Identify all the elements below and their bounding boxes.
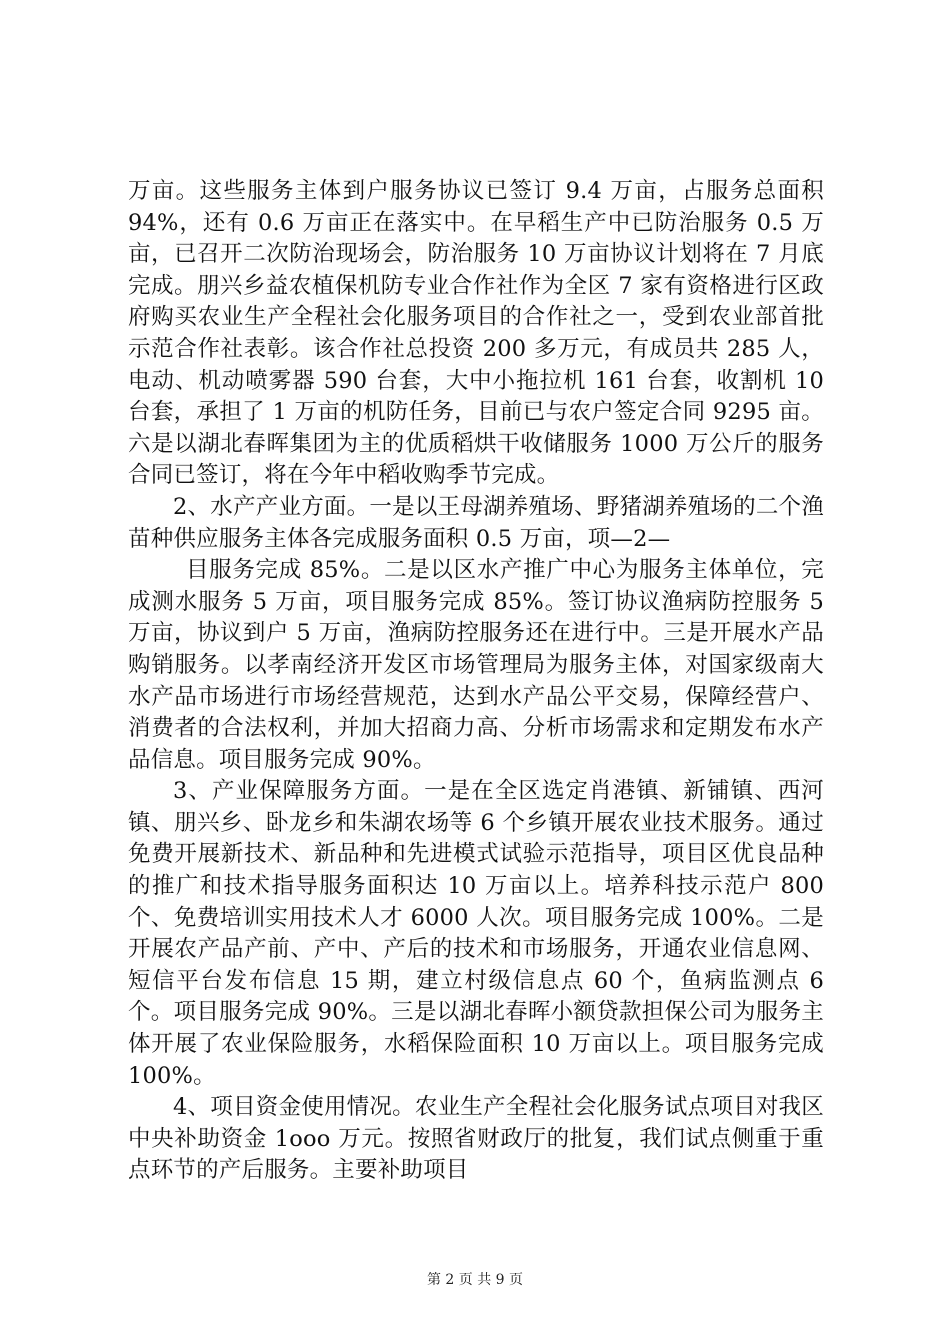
paragraph-aquatic-services: 目服务完成 85%。二是以区水产推广中心为服务主体单位，完成测水服务 5 万亩，项目服务完成 85%。签订协议渔病防控服务 5 万亩，协议到户 5 万亩，渔病防控服务还在进行中。三是开展水产品购销服务。以孝南经济开发区市场管理局为服务主体，对国家级南大水产品市场进行市场经营规范，达到水产品公平交易，保障经营户、消费者的合法权利，并加大招商力高、分析市场需求和定期发布水产品信息。项目服务完成 90%。: [128, 557, 824, 773]
document-body: [128, 176, 824, 1187]
paragraph-continuation: 万亩。这些服务主体到户服务协议已签订 9.4 万亩，占服务总面积 94%，还有 0.6 万亩正在落实中。在早稻生产中已防治服务 0.5 万亩，已召开二次防治现场会，防治服务 10 万亩协议计划将在 7 月底完成。朋兴乡益农植保机防专业合作社作为全区 7 家有资格进行区政府购买农业生产全程社会化服务项目的合作社之一，受到农业部首批示范合作社表彰。该合作社总投资 200 多万元，有成员共 285 人，电动、机动喷雾器 590 台套，大中小拖拉机 161 台套，收割机 10 台套，承担了 1 万亩的机防任务，目前已与农户签定合同 9295 亩。六是以湖北春晖集团为主的优质稻烘干收储服务 1000 万公斤的服务合同已签订，将在今年中稻收购季节完成。: [128, 178, 824, 489]
paragraph-aquatic-industry: 2、水产产业方面。一是以王母湖养殖场、野猪湖养殖场的二个渔苗种供应服务主体各完成服务面积 0.5 万亩，项—2—: [128, 493, 824, 552]
paragraph-fund-usage: 4、项目资金使用情况。农业生产全程社会化服务试点项目对我区中央补助资金 1ooo 万元。按照省财政厅的批复，我们试点侧重于重点环节的产后服务。主要补助项目: [128, 1094, 824, 1184]
page-number-footer: 第 2 页 共 9 页: [426, 1272, 524, 1288]
paragraph-industry-support: 3、产业保障服务方面。一是在全区选定肖港镇、新铺镇、西河镇、朋兴乡、卧龙乡和朱湖农场等 6 个乡镇开展农业技术服务。通过免费开展新技术、新品种和先进模式试验示范指导，项目区优良品种的推广和技术指导服务面积达 10 万亩以上。培养科技示范户 800 个、免费培训实用技术人才 6000 人次。项目服务完成 100%。二是开展农产品产前、产中、产后的技术和市场服务，开通农业信息网、短信平台发布信息 15 期，建立村级信息点 60 个，鱼病监测点 6 个。项目服务完成 90%。三是以湖北春晖小额贷款担保公司为服务主体开展了农业保险服务，水稻保险面积 10 万亩以上。项目服务完成 100%。: [128, 778, 824, 1089]
